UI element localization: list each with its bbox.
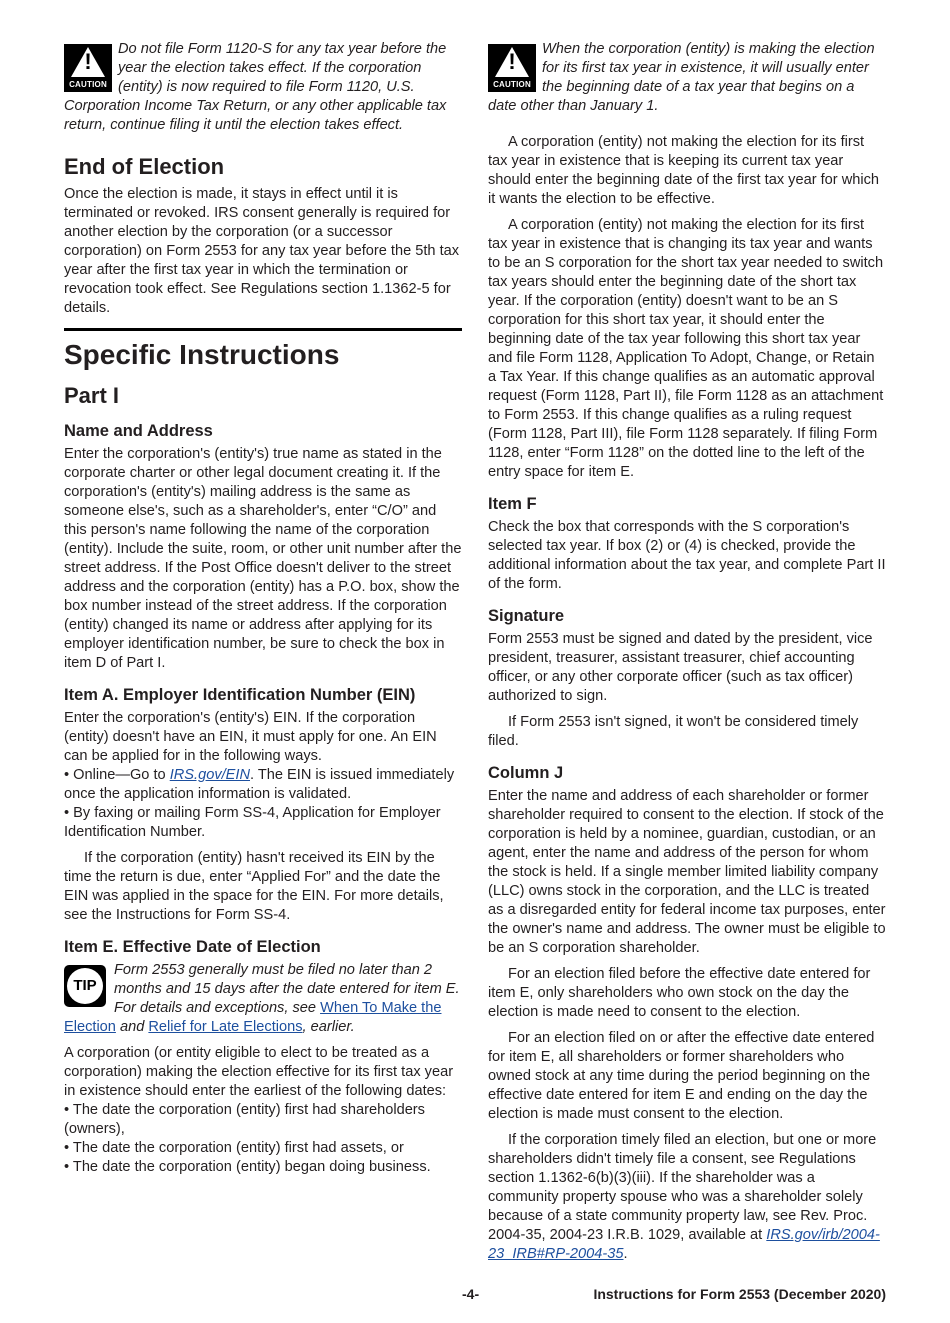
subheading: Item A. Employer Identification Number (EIN) — [64, 686, 416, 704]
text: , earlier. — [302, 1019, 355, 1035]
paragraph: A corporation (or entity eligible to elect to be treated as a corporation) making the election effective for its first tax year in existence should enter the earliest of the following dates: — [64, 1045, 454, 1099]
paragraph: If Form 2553 isn't signed, it won't be considered timely filed. — [488, 714, 859, 749]
caution-icon: ! CAUTION — [488, 44, 536, 92]
tip-icon: TIP — [64, 965, 106, 1007]
subheading: Item F — [488, 495, 537, 513]
paragraph: Once the election is made, it stays in effect until it is terminated or revoked. IRS consent generally is required for another election by the corporation (or a successor corporation) on Form 2553 for any tax year before the 5th tax year after the first tax year in which the termination or revocation took effect. See Regulations section 1.1362-5 for details. — [64, 186, 460, 316]
relief-late-elections-link[interactable]: Relief for Late Elections — [148, 1019, 303, 1035]
page-heading: Specific Instructions — [64, 339, 340, 370]
paragraph: Form 2553 must be signed and dated by the president, vice president, treasurer, assistant treasurer, chief accounting officer, or any other corporate officer (such as tax officer) authorized to sign. — [488, 631, 873, 704]
paragraph: For an election filed before the effective date entered for item E, only shareholders who own stock on the day the election is made need to consent to the election. — [488, 966, 871, 1020]
caution-note — [488, 40, 886, 123]
paragraph — [488, 1131, 886, 1264]
irs-irb-link[interactable]: IRS.gov/irb/2004-23_IRB#RP-2004-35 — [488, 1227, 880, 1262]
part-heading: Part I — [64, 383, 120, 408]
left-column — [64, 40, 462, 1177]
text: If the corporation timely filed an election, but one or more shareholders didn't timely file a consent, see Regulations section 1.1362-6(b)(3)(iii). If the shareholder was a community property spouse who was a shareholder solely because of a state community property law, see Rev. Proc. 2004-35, 2004-23 I.R.B. 1029, available at — [488, 1132, 877, 1243]
bullet-item: • The date the corporation (entity) first had assets, or — [64, 1139, 462, 1158]
subheading: Name and Address — [64, 422, 213, 440]
section-heading: End of Election — [64, 154, 225, 179]
bullet-item: • The date the corporation (entity) began doing business. — [64, 1158, 462, 1177]
text: Form 2553 generally must be filed no later than 2 months and 15 days after the date entered for item E. For details and exceptions, see — [114, 962, 460, 1016]
text: and — [115, 1019, 149, 1035]
text: Online—Go to — [73, 767, 170, 783]
when-to-make-election-link[interactable]: When To Make the Election — [64, 1000, 442, 1035]
page-footer — [64, 1285, 886, 1303]
paragraph: A corporation (entity) not making the election for its first tax year in existence that is keeping its current tax year should enter the beginning date of the first tax year for which it wants the election to be effective. — [488, 134, 880, 207]
page-number: -4- — [462, 1286, 480, 1302]
paragraph: A corporation (entity) not making the election for its first tax year in existence that is changing its tax year and wants to be an S corporation for the short tax year needed to switch tax years should enter the beginning date of the short tax year. If the corporation (entity) doesn't want to be an S corporation for this short tax year, it should enter the beginning date of the tax year following this short tax year and file Form 1128, Application To Adopt, Change, or Retain a Tax Year. If this change qualifies as an automatic approval request (Form 1128, Part II), file Form 1128 as an attachment to Form 2553. If this change qualifies as a ruling request (Form 1128, Part III), file Form 1128 separately. If filing Form 1128, enter “Form 1128” on the dotted line to the left of the entry space for item E. — [488, 217, 884, 480]
caution-text: When the corporation (entity) is making the election for its first tax year in existence, it will usually enter the beginning date of a tax year that begins on a date other than January 1. — [488, 41, 875, 114]
caution-note — [64, 40, 462, 142]
paragraph: Enter the corporation's (entity's) true name as stated in the corporate charter or other legal document creating it. If the corporation's (entity's) mailing address is the same as someone else's, such as a shareholder's, enter “C/O” and this person's name following the name of the corporation (entity). Include the suite, room, or other unit number after the street address. If the Post Office doesn't deliver to the street address and the corporation (entity) has a P.O. box, show the box number instead of the street address. If the corporation (entity) changed its name or address after applying for its employer identification number, be sure to check the box in item D of Part I. — [64, 446, 462, 671]
paragraph: Check the box that corresponds with the S corporation's selected tax year. If box (2) or (4) is checked, provide the additional information about the tax year, and complete Part II of the form. — [488, 519, 886, 592]
text: . The EIN is issued immediately once the application information is validated. — [64, 767, 455, 802]
right-column — [488, 40, 886, 1271]
bullet-item — [64, 766, 462, 804]
subheading: Signature — [488, 607, 565, 625]
paragraph: Enter the name and address of each shareholder or former shareholder required to consent to the election. If stock of the corporation is held by a nominee, guardian, custodian, or an agent, enter the name and address of the person for whom the stock is held. If a single member limited liability company (LLC) owns stock in the corporation, and the LLC is treated as a disregarded entity for federal income tax purposes, enter the owner's name and address. The owner must be eligible to be an S corporation shareholder. — [488, 788, 886, 956]
bullet-item: • The date the corporation (entity) first had shareholders (owners), — [64, 1101, 462, 1139]
paragraph: If the corporation (entity) hasn't received its EIN by the time the return is due, enter “Applied For” and the date the EIN was applied in the space for the EIN. For more details, see the Instructions for Form SS-4. — [64, 850, 444, 923]
subheading: Column J — [488, 764, 564, 782]
columns — [64, 40, 886, 1271]
paragraph: For an election filed on or after the effective date entered for item E, all shareholders or former shareholders who owned stock at any time during the period beginning on the effective date entered for item E and ending on the day the election is made must consent to the election. — [488, 1030, 875, 1122]
paragraph: Enter the corporation's (entity's) EIN. If the corporation (entity) doesn't have an EIN, it must apply for one. An EIN can be applied for in the following ways. — [64, 710, 437, 764]
caution-icon: ! CAUTION — [64, 44, 112, 92]
section-divider — [64, 328, 462, 331]
text: . — [623, 1246, 628, 1262]
caution-text: Do not file Form 1120-S for any tax year before the year the election takes effect. If the corporation (entity) is now required to file Form 1120, U.S. Corporation Income Tax Return, or any other applicable tax return, continue filing it until the election takes effect. — [64, 41, 447, 133]
subheading: Item E. Effective Date of Election — [64, 938, 321, 956]
irs-ein-link[interactable]: IRS.gov/EIN — [169, 767, 250, 783]
tip-note — [64, 961, 462, 1044]
bullet-item: • By faxing or mailing Form SS-4, Application for Employer Identification Number. — [64, 804, 462, 842]
footer-title: Instructions for Form 2553 (December 2020) — [593, 1286, 886, 1302]
